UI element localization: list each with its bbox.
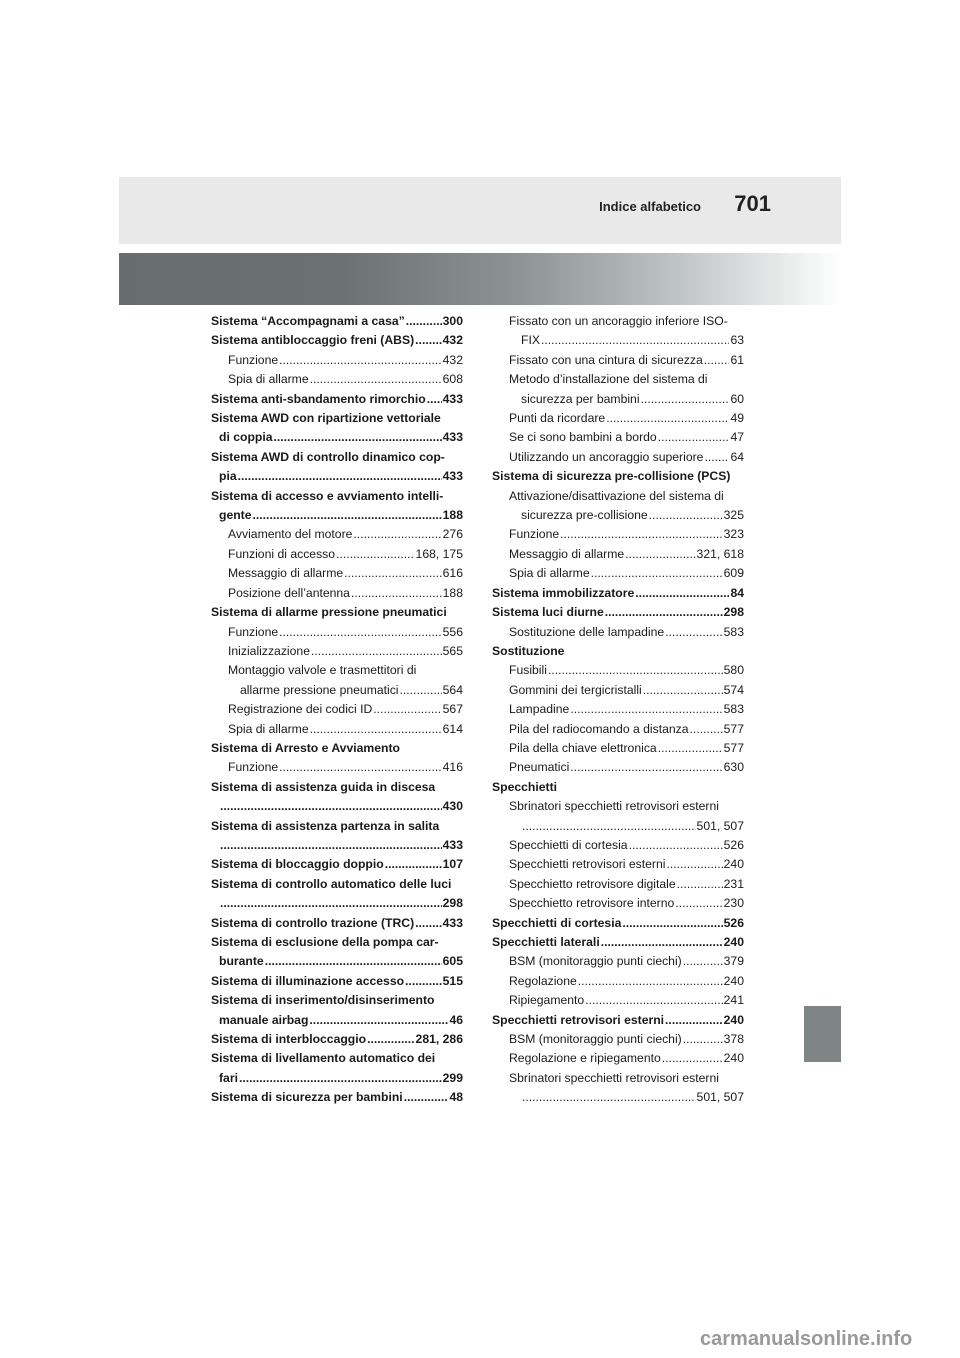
index-entry-label: Inizializzazione <box>228 643 310 658</box>
index-entry-pages[interactable]: 430 <box>442 799 463 814</box>
dot-leader <box>690 720 723 739</box>
index-entry <box>211 952 463 971</box>
index-entry <box>492 700 744 719</box>
index-entry-label: Regolazione e ripiegamento <box>509 1051 661 1066</box>
index-heading-line: Sistema AWD di controllo dinamico cop- <box>211 449 445 464</box>
index-entry <box>211 370 463 389</box>
index-entry-label: Pneumatici <box>509 760 570 775</box>
index-entry-pages[interactable]: 433 <box>442 915 463 930</box>
index-entry-label: Sostituzione delle lampadine <box>509 624 665 639</box>
dot-leader <box>239 1069 442 1088</box>
index-entry-pages[interactable]: 299 <box>442 1070 463 1085</box>
index-entry-pages[interactable]: 61 <box>730 352 744 367</box>
dot-leader <box>310 720 442 739</box>
index-entry-label: Sistema di interbloccaggio <box>211 1032 367 1047</box>
index-entry <box>492 506 744 525</box>
dot-leader <box>310 370 442 389</box>
index-entry-label: Funzione <box>228 760 279 775</box>
index-entry-label: Messaggio di allarme <box>228 566 344 581</box>
dot-leader <box>641 390 730 409</box>
index-entry <box>492 331 744 350</box>
index-entry <box>211 681 463 700</box>
index-entry-pages[interactable]: 84 <box>730 585 744 600</box>
index-entry-pages[interactable]: 300 <box>442 314 463 328</box>
index-entry <box>211 855 463 874</box>
index-entry-label: Messaggio di allarme <box>509 546 625 561</box>
index-heading-line: Sistema di inserimento/disinserimento <box>211 993 435 1008</box>
dot-leader <box>279 623 442 642</box>
index-entry <box>492 739 744 758</box>
index-entry-pages[interactable]: 608 <box>442 372 463 387</box>
dot-leader <box>541 331 729 350</box>
index-entry-pages[interactable]: 49 <box>730 411 744 426</box>
index-entry-pages[interactable]: 48 <box>449 1090 463 1105</box>
dot-leader <box>629 836 723 855</box>
dot-leader <box>570 700 722 719</box>
index-entry <box>211 564 463 583</box>
index-heading-line: Sbrinatori specchietti retrovisori esterni <box>509 1070 719 1085</box>
index-entry-pages[interactable]: 609 <box>723 566 744 581</box>
index-entry-label: Funzione <box>509 527 560 542</box>
index-entry-pages[interactable]: 107 <box>442 857 463 872</box>
dot-leader <box>548 661 723 680</box>
index-entry-label: Spia di allarme <box>228 721 309 736</box>
index-entry <box>492 894 744 913</box>
index-entry <box>211 1030 463 1049</box>
index-entry-pages[interactable]: 46 <box>449 1012 463 1027</box>
section-title: Indice alfabetico <box>599 199 701 214</box>
index-entry-label: Lampadine <box>509 702 570 717</box>
index-entry-pages[interactable]: 432 <box>442 333 463 348</box>
index-entry-pages[interactable]: 240 <box>723 973 744 988</box>
index-entry-pages[interactable]: 379 <box>723 954 744 969</box>
dot-leader <box>353 525 441 544</box>
index-entry-label: Pila della chiave elettronica <box>509 740 657 755</box>
dot-leader <box>367 1030 414 1049</box>
index-entry <box>211 797 463 816</box>
dot-leader <box>666 855 722 874</box>
index-entry-pages[interactable]: 574 <box>723 682 744 697</box>
index-entry-pages[interactable]: 556 <box>442 624 463 639</box>
index-entry-pages[interactable]: 580 <box>723 663 744 678</box>
index-heading-line: Fissato con un ancoraggio inferiore ISO- <box>509 314 728 328</box>
index-entry-pages[interactable]: 605 <box>442 954 463 969</box>
dot-leader <box>658 739 723 758</box>
index-entry-label: FIX <box>521 333 540 348</box>
index-entry-pages[interactable]: 298 <box>723 605 744 620</box>
dot-leader <box>253 506 442 525</box>
dot-leader <box>415 914 442 933</box>
dot-leader <box>336 545 415 564</box>
index-entry-pages[interactable]: 583 <box>723 624 744 639</box>
dot-leader <box>344 564 441 583</box>
dot-leader <box>665 1011 723 1030</box>
dot-leader <box>309 1011 448 1030</box>
index-heading-line: Sistema di assistenza guida in discesa <box>211 779 436 794</box>
index-heading-line: Sistema di sicurezza pre-collisione (PCS) <box>492 469 731 484</box>
index-entry <box>492 914 744 933</box>
index-entry-label: Registrazione dei codici ID <box>228 702 373 717</box>
index-entry-label: Ripiegamento <box>509 993 585 1008</box>
index-entry <box>211 506 463 525</box>
index-entry-label: Specchietti di cortesia <box>509 837 628 852</box>
index-side-tab <box>804 1006 841 1062</box>
index-entry-label: Specchietti laterali <box>492 935 600 949</box>
index-entry-label: Sistema antibloccaggio freni (ABS) <box>211 333 415 348</box>
dot-leader <box>635 584 729 603</box>
index-entry <box>492 836 744 855</box>
index-heading-line: Sistema AWD con ripartizione vettoriale <box>211 411 441 426</box>
index-entry <box>211 331 463 350</box>
header-band <box>119 177 841 244</box>
index-entry <box>492 448 744 467</box>
index-entry-label: Specchietti retrovisori esterni <box>492 1012 665 1027</box>
index-entry-pages[interactable]: 565 <box>442 643 463 658</box>
index-entry-pages[interactable]: 321, 618 <box>696 546 744 561</box>
index-entry <box>211 545 463 564</box>
index-entry-pages[interactable]: 276 <box>442 527 463 542</box>
index-entry <box>211 351 463 370</box>
index-entry <box>492 351 744 370</box>
index-entry-label: Sistema immobilizzatore <box>492 585 635 600</box>
index-entry-label: Sistema “Accompagnami a casa” <box>211 314 405 328</box>
index-entry-label: Funzione <box>228 352 279 367</box>
dot-leader <box>591 564 723 583</box>
index-entry-pages[interactable]: 567 <box>442 702 463 717</box>
index-entry <box>492 564 744 583</box>
index-heading-line: Sistema di controllo automatico delle luci <box>211 876 452 891</box>
index-entry <box>492 681 744 700</box>
index-entry-label: Specchietti di cortesia <box>492 915 622 930</box>
dot-leader <box>220 836 442 855</box>
index-entry-pages[interactable]: 433 <box>442 837 463 852</box>
index-entry <box>492 409 744 428</box>
index-heading-line: Attivazione/disattivazione del sistema di <box>509 488 724 503</box>
dot-leader <box>385 855 442 874</box>
index-entry <box>492 525 744 544</box>
index-entry <box>492 933 744 952</box>
dot-leader <box>405 972 442 991</box>
index-entry <box>211 312 463 331</box>
dot-leader <box>585 991 722 1010</box>
index-entry-pages[interactable]: 240 <box>723 1012 744 1027</box>
dot-leader <box>601 933 723 952</box>
index-entry-label: pia <box>219 469 237 484</box>
index-entry-label: Posizione dell’antenna <box>228 585 350 600</box>
index-heading-line: Specchietti <box>492 779 558 794</box>
index-entry <box>492 1011 744 1030</box>
index-entry <box>211 894 463 913</box>
index-entry-label: fari <box>219 1070 238 1085</box>
dot-leader <box>658 428 730 447</box>
index-entry <box>211 525 463 544</box>
index-entry <box>492 603 744 622</box>
index-entry <box>492 1049 744 1068</box>
index-entry <box>492 1088 744 1107</box>
index-entry <box>211 642 463 661</box>
index-entry-label: Spia di allarme <box>228 372 309 387</box>
index-entry-pages[interactable]: 526 <box>723 837 744 852</box>
index-entry-label: di coppia <box>219 430 273 445</box>
index-entry-pages[interactable]: 378 <box>723 1032 744 1047</box>
index-entry <box>492 623 744 642</box>
index-entry-label: Sistema di illuminazione accesso <box>211 973 405 988</box>
dot-leader <box>373 700 441 719</box>
index-entry-pages[interactable]: 240 <box>723 857 744 872</box>
index-entry <box>211 390 463 409</box>
dot-leader <box>415 331 441 350</box>
index-entry-pages[interactable]: 433 <box>442 430 463 445</box>
dot-leader <box>605 603 723 622</box>
index-entry <box>492 661 744 680</box>
index-entry-label: Fusibili <box>509 663 547 678</box>
index-entry-label: Fissato con una cintura di sicurezza <box>509 352 703 367</box>
index-entry-pages[interactable]: 281, 286 <box>415 1032 463 1047</box>
index-entry-label: Specchietti retrovisori esterni <box>509 857 666 872</box>
index-entry-pages[interactable]: 240 <box>723 1051 744 1066</box>
index-entry-label: BSM (monitoraggio punti ciechi) <box>509 1032 682 1047</box>
index-entry-pages[interactable]: 526 <box>723 915 744 930</box>
index-entry <box>492 855 744 874</box>
index-entry <box>211 972 463 991</box>
index-entry-label: Punti da ricordare <box>509 411 606 426</box>
dot-leader <box>625 545 695 564</box>
index-entry-label: allarme pressione pneumatici <box>240 682 399 697</box>
dot-leader <box>570 758 722 777</box>
dot-leader <box>704 351 730 370</box>
dot-leader <box>643 681 723 700</box>
index-entry-pages[interactable]: 47 <box>730 430 744 445</box>
index-entry-pages[interactable]: 501, 507 <box>696 818 744 833</box>
watermark: carmanualsonline.info <box>700 1328 913 1350</box>
page-number: 701 <box>734 191 771 216</box>
index-entry-pages[interactable]: 501, 507 <box>696 1090 744 1105</box>
index-entry-pages[interactable]: 583 <box>723 702 744 717</box>
index-entry-label: Regolazione <box>509 973 577 988</box>
dot-leader <box>265 952 442 971</box>
index-entry-label: BSM (monitoraggio punti ciechi) <box>509 954 682 969</box>
index-heading-line: Montaggio valvole e trasmettitori di <box>228 663 417 678</box>
index-entry-label: Sistema di sicurezza per bambini <box>211 1090 403 1105</box>
dot-leader <box>220 894 442 913</box>
index-entry <box>492 817 744 836</box>
index-entry-pages[interactable]: 60 <box>730 391 744 406</box>
index-entry-label: Funzioni di accesso <box>228 546 336 561</box>
index-entry <box>492 545 744 564</box>
index-entry <box>492 720 744 739</box>
index-entry-pages[interactable]: 577 <box>723 740 744 755</box>
index-entry <box>492 991 744 1010</box>
dot-leader <box>279 758 442 777</box>
dot-leader <box>606 409 729 428</box>
index-entry-pages[interactable]: 64 <box>730 449 744 464</box>
dot-leader <box>238 467 442 486</box>
index-entry-label: sicurezza per bambini <box>521 391 640 406</box>
index-heading-line: Sostituzione <box>492 643 565 658</box>
index-entry-pages[interactable]: 168, 175 <box>415 546 463 561</box>
dot-leader <box>311 642 442 661</box>
index-entry <box>492 972 744 991</box>
index-entry <box>211 836 463 855</box>
index-entry-label: Sistema di controllo trazione (TRC) <box>211 915 415 930</box>
dot-leader <box>675 894 722 913</box>
index-entry-label: Se ci sono bambini a bordo <box>509 430 657 445</box>
index-entry-pages[interactable]: 614 <box>442 721 463 736</box>
index-entry-pages[interactable]: 188 <box>442 508 463 523</box>
index-entry <box>492 1030 744 1049</box>
dot-leader <box>351 584 442 603</box>
index-entry-pages[interactable]: 416 <box>442 760 463 775</box>
index-entry <box>211 428 463 447</box>
index-entry-pages[interactable]: 433 <box>442 469 463 484</box>
index-entry-pages[interactable]: 577 <box>723 721 744 736</box>
index-entry <box>211 700 463 719</box>
index-entry-label: Avviamento del motore <box>228 527 353 542</box>
index-entry <box>211 758 463 777</box>
index-entry <box>211 1088 463 1107</box>
index-entry-label: manuale airbag <box>219 1012 309 1027</box>
index-entry <box>492 952 744 971</box>
dot-leader <box>578 972 723 991</box>
index-entry-label: burante <box>219 954 264 969</box>
index-column-left <box>211 312 463 1108</box>
index-entry-pages[interactable]: 240 <box>723 935 744 949</box>
index-entry-label: gente <box>219 508 252 523</box>
index-heading-line: Sistema di Arresto e Avviamento <box>211 740 400 755</box>
index-entry-label: Spia di allarme <box>509 566 590 581</box>
dot-leader <box>522 817 696 836</box>
index-entry-pages[interactable]: 230 <box>723 896 744 911</box>
index-entry-label: Pila del radiocomando a distanza <box>509 721 689 736</box>
index-entry-pages[interactable]: 323 <box>723 527 744 542</box>
index-entry-label: Sistema di bloccaggio doppio <box>211 857 384 872</box>
index-entry-label: sicurezza pre-collisione <box>521 508 648 523</box>
dot-leader <box>427 390 442 409</box>
index-entry-label: Sistema luci diurne <box>492 605 604 620</box>
index-entry <box>211 1011 463 1030</box>
index-heading-line: Sistema di assistenza partenza in salita <box>211 818 440 833</box>
index-heading-line: Sbrinatori specchietti retrovisori esterni <box>509 799 719 814</box>
dot-leader <box>665 623 723 642</box>
index-entry-pages[interactable]: 564 <box>442 682 463 697</box>
index-entry <box>211 467 463 486</box>
index-heading-line: Metodo d’installazione del sistema di <box>509 372 708 387</box>
index-heading-line: Sistema di livellamento automatico dei <box>211 1051 436 1066</box>
index-entry-pages[interactable]: 432 <box>442 352 463 367</box>
index-entry <box>492 758 744 777</box>
index-entry <box>211 720 463 739</box>
index-entry-pages[interactable]: 325 <box>723 508 744 523</box>
dot-leader <box>683 952 723 971</box>
index-entry-pages[interactable]: 241 <box>723 993 744 1008</box>
section-banner <box>119 253 841 305</box>
index-entry-pages[interactable]: 231 <box>723 876 744 891</box>
index-entry-label: Gommini dei tergicristalli <box>509 682 642 697</box>
index-entry <box>211 584 463 603</box>
dot-leader <box>400 681 442 700</box>
index-entry <box>492 875 744 894</box>
index-entry <box>211 914 463 933</box>
dot-leader <box>522 1088 696 1107</box>
dot-leader <box>622 914 722 933</box>
index-entry-label: Funzione <box>228 624 279 639</box>
index-column-right <box>492 312 744 1108</box>
dot-leader <box>274 428 442 447</box>
index-entry-pages[interactable]: 433 <box>442 391 463 406</box>
dot-leader <box>677 875 723 894</box>
index-heading-line: Sistema di allarme pressione pneumatici <box>211 605 447 620</box>
dot-leader <box>220 797 442 816</box>
index-entry-pages[interactable]: 298 <box>442 896 463 911</box>
dot-leader <box>704 448 729 467</box>
index-entry-label: Sistema anti-sbandamento rimorchio <box>211 391 426 406</box>
dot-leader <box>560 525 723 544</box>
dot-leader <box>279 351 442 370</box>
index-heading-line: Sistema di esclusione della pompa car- <box>211 935 439 949</box>
index-entry-label: Specchietto retrovisore digitale <box>509 876 676 891</box>
index-entry <box>492 390 744 409</box>
index-entry-label: Specchietto retrovisore interno <box>509 896 675 911</box>
index-entry-label: Utilizzando un ancoraggio superiore <box>509 449 704 464</box>
index-entry-pages[interactable]: 63 <box>730 333 744 348</box>
dot-leader <box>649 506 723 525</box>
index-entry-pages[interactable]: 188 <box>442 585 463 600</box>
dot-leader <box>406 312 442 331</box>
dot-leader <box>404 1088 449 1107</box>
index-entry <box>492 584 744 603</box>
dot-leader <box>683 1030 723 1049</box>
index-entry <box>211 623 463 642</box>
index-entry-pages[interactable]: 515 <box>442 973 463 988</box>
index-entry-pages[interactable]: 630 <box>723 760 744 775</box>
index-entry <box>211 1069 463 1088</box>
index-entry <box>492 428 744 447</box>
dot-leader <box>662 1049 723 1068</box>
index-heading-line: Sistema di accesso e avviamento intelli- <box>211 488 444 503</box>
index-entry-pages[interactable]: 616 <box>442 566 463 581</box>
